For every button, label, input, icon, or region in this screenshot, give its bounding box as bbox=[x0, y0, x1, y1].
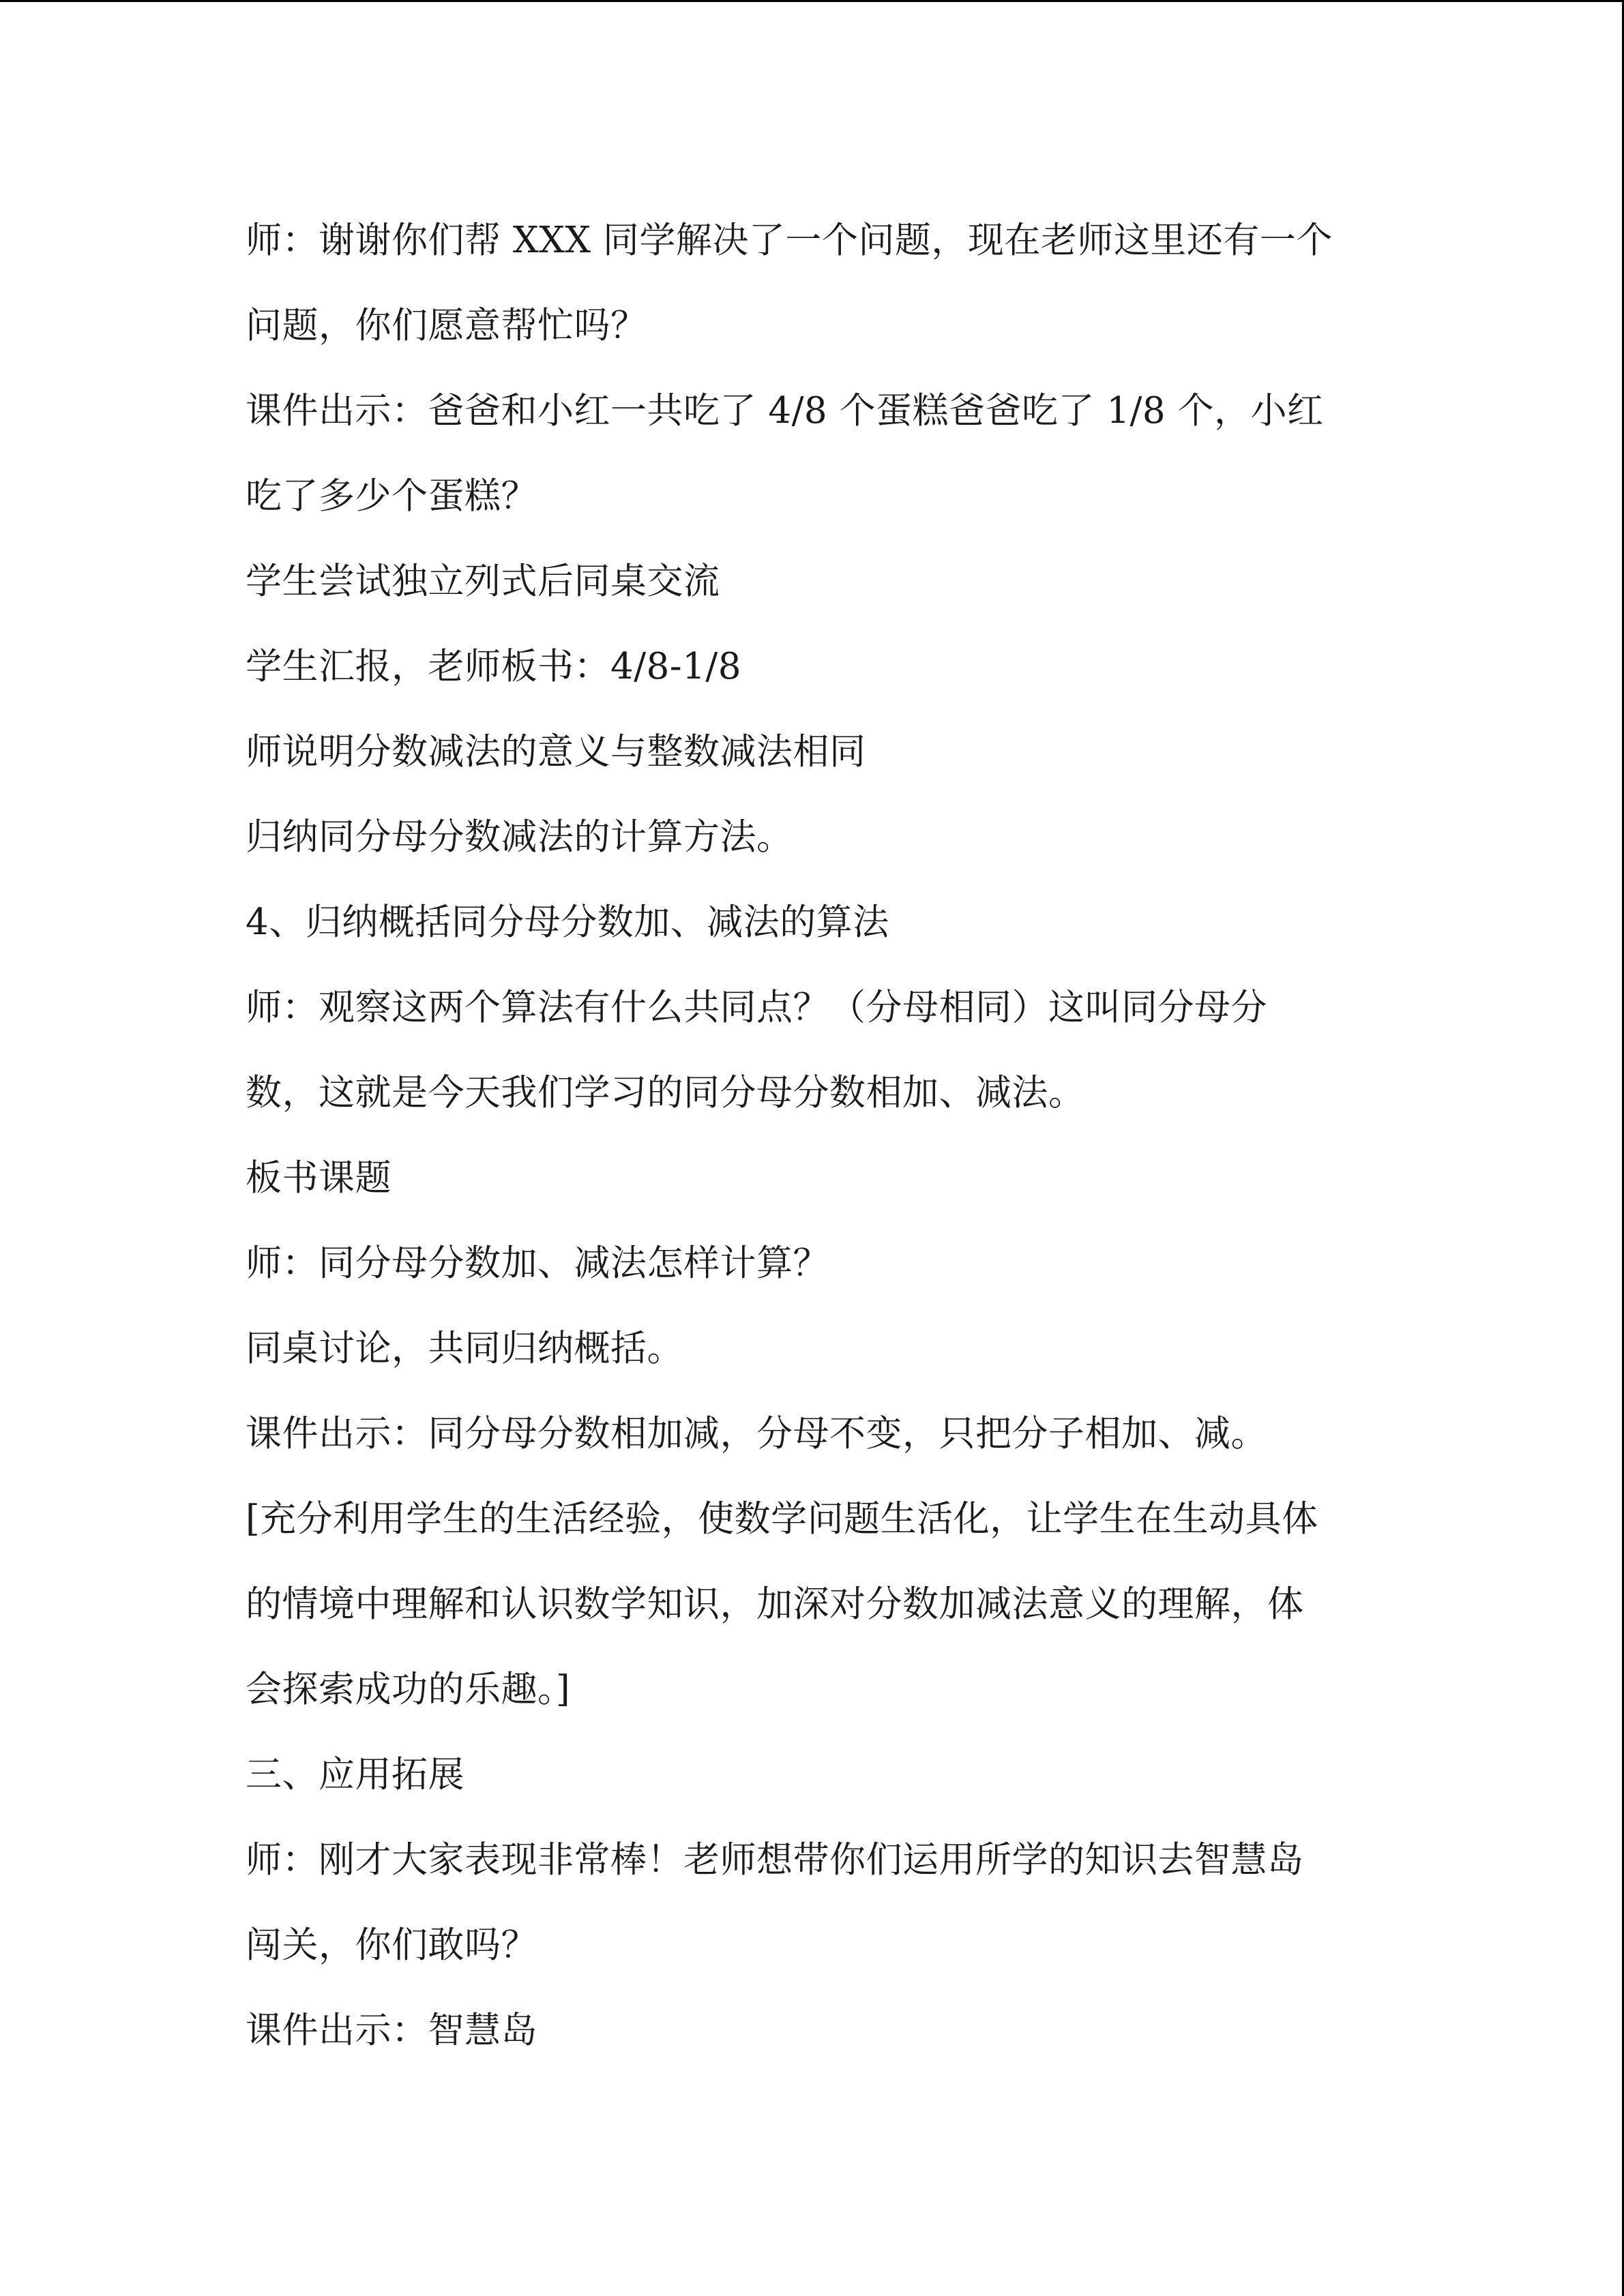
text-line: 课件出示：同分母分数相加减，分母不变，只把分子相加、减。 bbox=[246, 1413, 1267, 1455]
text-line: 的情境中理解和认识数学知识，加深对分数加减法意义的理解，体 bbox=[246, 1583, 1304, 1625]
text-line: 板书课题 bbox=[246, 1157, 392, 1199]
text-line: 数，这就是今天我们学习的同分母分数相加、减法。 bbox=[246, 1072, 1085, 1114]
text-line: 师：观察这两个算法有什么共同点？（分母相同）这叫同分母分 bbox=[246, 987, 1267, 1028]
section-heading: 三、应用拓展 bbox=[246, 1754, 464, 1795]
text-line: 师：刚才大家表现非常棒！老师想带你们运用所学的知识去智慧岛 bbox=[246, 1839, 1304, 1881]
text-line: 师：谢谢你们帮 XXX 同学解决了一个问题，现在老师这里还有一个 bbox=[246, 220, 1333, 261]
text-line: 同桌讨论，共同归纳概括。 bbox=[246, 1328, 683, 1369]
text-line: 师说明分数减法的意义与整数减法相同 bbox=[246, 731, 866, 773]
section-heading: 4、归纳概括同分母分数加、减法的算法 bbox=[246, 901, 889, 943]
text-line: 归纳同分母分数减法的计算方法。 bbox=[246, 816, 793, 858]
text-line: 课件出示：智慧岛 bbox=[246, 2010, 537, 2051]
text-line: 师：同分母分数加、减法怎样计算？ bbox=[246, 1242, 829, 1284]
text-line: 课件出示：爸爸和小红一共吃了 4/8 个蛋糕爸爸吃了 1/8 个，小红 bbox=[246, 390, 1324, 432]
text-line: 闯关，你们敢吗？ bbox=[246, 1924, 537, 1966]
text-line: [充分利用学生的生活经验，使数学问题生活化，让学生在生动具体 bbox=[246, 1498, 1318, 1540]
text-line: 问题，你们愿意帮忙吗？ bbox=[246, 305, 647, 346]
text-line: 会探索成功的乐趣。] bbox=[246, 1669, 571, 1710]
document-body bbox=[246, 198, 1391, 2073]
text-line: 吃了多少个蛋糕？ bbox=[246, 475, 537, 517]
text-line: 学生汇报，老师板书：4/8-1/8 bbox=[246, 646, 742, 687]
top-border bbox=[0, 0, 1624, 2]
text-line: 学生尝试独立列式后同桌交流 bbox=[246, 561, 720, 602]
